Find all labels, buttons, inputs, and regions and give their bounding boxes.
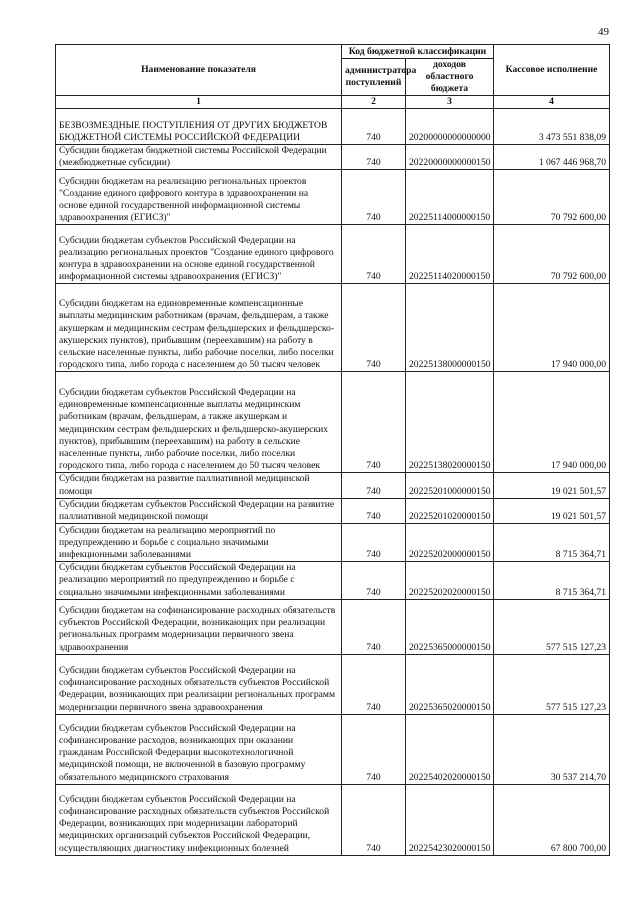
row-amount: 19 021 501,57 (494, 473, 610, 498)
row-admin: 740 (342, 654, 406, 714)
row-amount: 1 067 446 968,70 (494, 145, 610, 170)
row-admin: 740 (342, 284, 406, 372)
table-row (56, 599, 610, 654)
row-amount: 577 515 127,23 (494, 599, 610, 654)
row-amount: 67 800 700,00 (494, 784, 610, 855)
row-admin: 740 (342, 473, 406, 498)
table-row (56, 145, 610, 170)
row-code: 20225423020000150 (406, 784, 494, 855)
header-bk-code: Код бюджетной классификации (342, 45, 494, 59)
row-name: Субсидии бюджетам субъектов Российской Федерации на софинансирование расходных обязательств субъектов Российской Федерации, возникающих при реализации региональных программ модернизации первичного звена здравоохранения (56, 654, 342, 714)
row-admin: 740 (342, 562, 406, 600)
row-admin: 740 (342, 784, 406, 855)
row-name: Субсидии бюджетам субъектов Российской Федерации на софинансирование расходных обязательств субъектов Российской Федерации, возникающих при модернизации лабораторий медицинских организаций субъектов Российской Федерации, осуществляющих диагностику инфекционных болезней (56, 784, 342, 855)
table-row (56, 714, 610, 784)
row-amount: 30 537 214,70 (494, 714, 610, 784)
row-code: 20225114020000150 (406, 225, 494, 284)
row-admin: 740 (342, 524, 406, 562)
row-name: Субсидии бюджетам бюджетной системы Российской Федерации (межбюджетные субсидии) (56, 145, 342, 170)
table-row (56, 473, 610, 498)
header-execution: Кассовое исполнение (494, 45, 610, 96)
row-amount: 577 515 127,23 (494, 654, 610, 714)
row-admin: 740 (342, 109, 406, 145)
table-row (56, 225, 610, 284)
row-name: Субсидии бюджетам субъектов Российской Федерации на реализацию мероприятий по предупреждению и борьбе с социально значимыми инфекционными заболеваниями (56, 562, 342, 600)
row-name: Субсидии бюджетам на реализацию региональных проектов "Создание единого цифрового контура в здравоохранении на основе единой государственной информационной системы здравоохранения (ЕГИСЗ)" (56, 170, 342, 225)
row-amount: 17 940 000,00 (494, 372, 610, 473)
budget-table (55, 44, 610, 856)
col-number-1: 1 (56, 96, 342, 109)
header-admin: администратора поступлений (342, 59, 406, 96)
row-admin: 740 (342, 170, 406, 225)
row-name: Субсидии бюджетам на реализацию мероприятий по предупреждению и борьбе с социально значимыми инфекционными заболеваниями (56, 524, 342, 562)
row-admin: 740 (342, 145, 406, 170)
row-code: 20225365000000150 (406, 599, 494, 654)
header-income: доходов областного бюджета (406, 59, 494, 96)
header-name: Наименование показателя (56, 45, 342, 96)
row-admin: 740 (342, 714, 406, 784)
row-admin: 740 (342, 498, 406, 523)
table-row (56, 284, 610, 372)
col-number-4: 4 (494, 96, 610, 109)
row-admin: 740 (342, 225, 406, 284)
row-code: 20225202020000150 (406, 562, 494, 600)
row-code: 20225202000000150 (406, 524, 494, 562)
row-code: 20225138020000150 (406, 372, 494, 473)
row-name: БЕЗВОЗМЕЗДНЫЕ ПОСТУПЛЕНИЯ ОТ ДРУГИХ БЮДЖЕТОВ БЮДЖЕТНОЙ СИСТЕМЫ РОССИЙСКОЙ ФЕДЕРАЦИИ (56, 109, 342, 145)
row-name: Субсидии бюджетам на софинансирование расходных обязательств субъектов Российской Федерации, возникающих при реализации региональных программ модернизации первичного звена здравоохранения (56, 599, 342, 654)
row-amount: 8 715 364,71 (494, 562, 610, 600)
row-amount: 70 792 600,00 (494, 170, 610, 225)
row-amount: 19 021 501,57 (494, 498, 610, 523)
row-name: Субсидии бюджетам субъектов Российской Федерации на софинансирование расходов, возникающих при оказании гражданам Российской Федерации высокотехнологичной медицинской помощи, не включенной в базовую программу обязательного медицинского страхования (56, 714, 342, 784)
row-code: 20225402020000150 (406, 714, 494, 784)
row-admin: 740 (342, 372, 406, 473)
row-name: Субсидии бюджетам на единовременные компенсационные выплаты медицинским работникам (врачам, фельдшерам, а также акушеркам и медицинским сестрам фельдшерских и фельдшерско-акушерских пунктов), прибывшим (переехавшим) на работу в сельские населенные пункты, либо рабочие поселки, либо поселки городского типа, либо города с населением до 50 тысяч человек (56, 284, 342, 372)
row-code: 20225201020000150 (406, 498, 494, 523)
table-row (56, 109, 610, 145)
row-code: 20225114000000150 (406, 170, 494, 225)
row-code: 20220000000000150 (406, 145, 494, 170)
table-row (56, 562, 610, 600)
row-amount: 8 715 364,71 (494, 524, 610, 562)
row-name: Субсидии бюджетам субъектов Российской Федерации на развитие паллиативной медицинской помощи (56, 498, 342, 523)
table-row (56, 784, 610, 855)
table-row (56, 498, 610, 523)
table-row (56, 170, 610, 225)
row-name: Субсидии бюджетам субъектов Российской Федерации на единовременные компенсационные выплаты медицинским работникам (врачам, фельдшерам, а также акушеркам и медицинским сестрам фельдшерских и фельдшерско-акушерских пунктов), прибывшим (переехавшим) на работу в сельские населенные пункты, либо рабочие поселки, либо поселки городского типа, либо города с населением до 50 тысяч человек (56, 372, 342, 473)
col-number-3: 3 (406, 96, 494, 109)
row-code: 20225138000000150 (406, 284, 494, 372)
row-amount: 3 473 551 838,09 (494, 109, 610, 145)
row-name: Субсидии бюджетам субъектов Российской Федерации на реализацию региональных проектов "Создание единого цифрового контура в здравоохранении на основе единой государственной информационной системы здравоохранения (ЕГИСЗ)" (56, 225, 342, 284)
page-number: 49 (598, 26, 609, 38)
row-amount: 70 792 600,00 (494, 225, 610, 284)
row-code: 20200000000000000 (406, 109, 494, 145)
col-number-2: 2 (342, 96, 406, 109)
row-amount: 17 940 000,00 (494, 284, 610, 372)
table-row (56, 524, 610, 562)
table-row (56, 372, 610, 473)
row-code: 20225365020000150 (406, 654, 494, 714)
row-admin: 740 (342, 599, 406, 654)
row-name: Субсидии бюджетам на развитие паллиативной медицинской помощи (56, 473, 342, 498)
table-row (56, 654, 610, 714)
row-code: 20225201000000150 (406, 473, 494, 498)
